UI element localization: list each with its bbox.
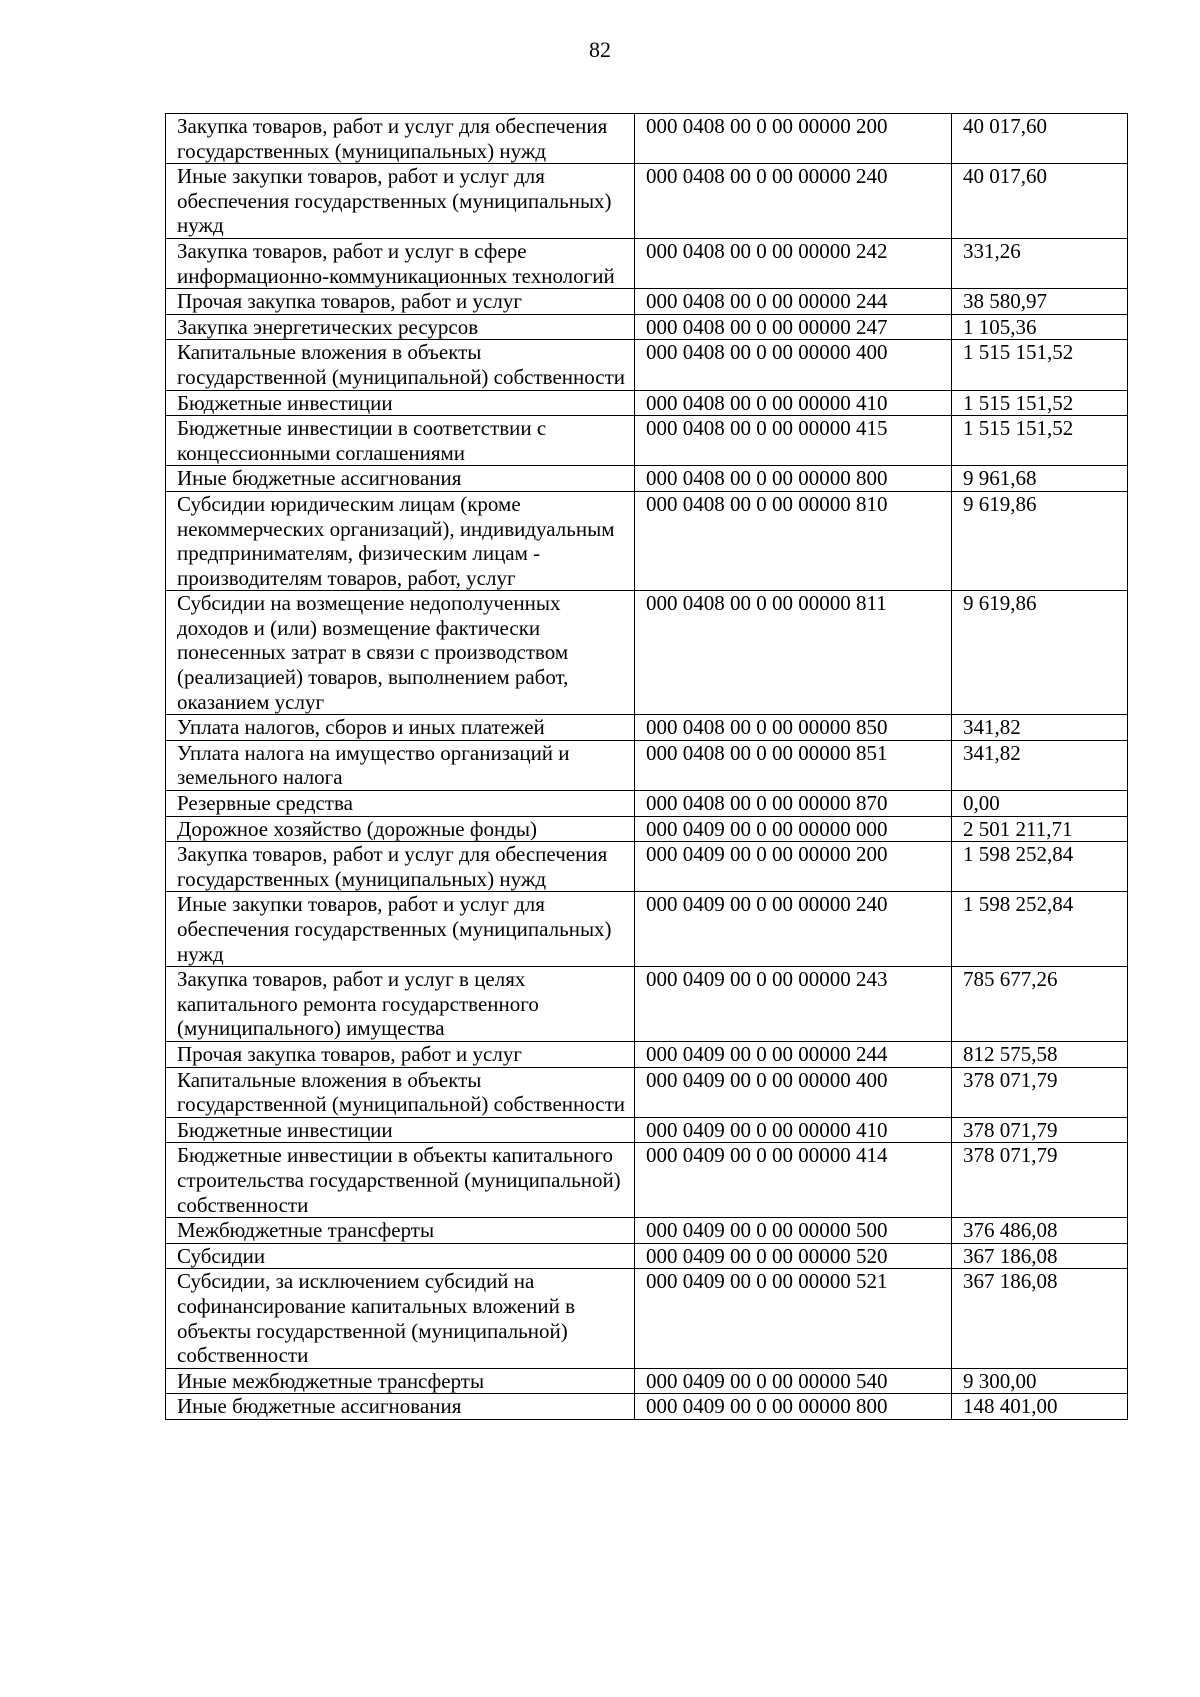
row-code-cell: 000 0408 00 0 00 00000 242 [635, 238, 952, 288]
row-name-cell: Бюджетные инвестиции [166, 1117, 635, 1143]
table-row [166, 164, 1128, 239]
table-row [166, 114, 1128, 164]
table-row [166, 340, 1128, 390]
row-amount-cell: 9 619,86 [952, 591, 1128, 715]
row-code-cell: 000 0409 00 0 00 00000 800 [635, 1394, 952, 1420]
row-name-cell: Уплата налогов, сборов и иных платежей [166, 715, 635, 741]
row-name-cell: Иные закупки товаров, работ и услуг для обеспечения государственных (муниципальных) нужд [166, 892, 635, 967]
row-code-cell: 000 0408 00 0 00 00000 870 [635, 791, 952, 817]
row-code-cell: 000 0408 00 0 00 00000 247 [635, 314, 952, 340]
row-code-cell: 000 0408 00 0 00 00000 240 [635, 164, 952, 239]
row-amount-cell: 1 598 252,84 [952, 842, 1128, 892]
page-number: 82 [589, 37, 611, 62]
table-row [166, 591, 1128, 715]
table-row [166, 1368, 1128, 1394]
table-row [166, 1117, 1128, 1143]
row-code-cell: 000 0409 00 0 00 00000 521 [635, 1269, 952, 1368]
row-amount-cell: 812 575,58 [952, 1041, 1128, 1067]
row-code-cell: 000 0408 00 0 00 00000 400 [635, 340, 952, 390]
row-amount-cell: 1 598 252,84 [952, 892, 1128, 967]
row-amount-cell: 1 105,36 [952, 314, 1128, 340]
table-row [166, 1218, 1128, 1244]
row-amount-cell: 2 501 211,71 [952, 816, 1128, 842]
row-name-cell: Капитальные вложения в объекты государственной (муниципальной) собственности [166, 1067, 635, 1117]
table-row [166, 1243, 1128, 1269]
row-name-cell: Дорожное хозяйство (дорожные фонды) [166, 816, 635, 842]
row-name-cell: Уплата налога на имущество организаций и земельного налога [166, 740, 635, 790]
row-amount-cell: 40 017,60 [952, 114, 1128, 164]
table-row [166, 1394, 1128, 1420]
row-amount-cell: 1 515 151,52 [952, 390, 1128, 416]
row-name-cell: Бюджетные инвестиции [166, 390, 635, 416]
row-amount-cell: 331,26 [952, 238, 1128, 288]
row-name-cell: Закупка товаров, работ и услуг в сфере информационно-коммуникационных технологий [166, 238, 635, 288]
row-code-cell: 000 0408 00 0 00 00000 851 [635, 740, 952, 790]
table-row [166, 491, 1128, 590]
row-code-cell: 000 0408 00 0 00 00000 810 [635, 491, 952, 590]
budget-table-body [166, 114, 1128, 1420]
row-name-cell: Иные межбюджетные трансферты [166, 1368, 635, 1394]
row-name-cell: Прочая закупка товаров, работ и услуг [166, 1041, 635, 1067]
row-amount-cell: 9 619,86 [952, 491, 1128, 590]
row-name-cell: Закупка товаров, работ и услуг в целях капитального ремонта государственного (муниципального) имущества [166, 967, 635, 1042]
table-row [166, 715, 1128, 741]
table-row [166, 314, 1128, 340]
table-row [166, 1041, 1128, 1067]
row-code-cell: 000 0409 00 0 00 00000 410 [635, 1117, 952, 1143]
row-code-cell: 000 0409 00 0 00 00000 540 [635, 1368, 952, 1394]
row-name-cell: Бюджетные инвестиции в объекты капитального строительства государственной (муниципальной) собственности [166, 1143, 635, 1218]
row-code-cell: 000 0409 00 0 00 00000 243 [635, 967, 952, 1042]
row-name-cell: Закупка товаров, работ и услуг для обеспечения государственных (муниципальных) нужд [166, 114, 635, 164]
table-row [166, 892, 1128, 967]
row-code-cell: 000 0408 00 0 00 00000 850 [635, 715, 952, 741]
row-name-cell: Субсидии юридическим лицам (кроме некоммерческих организаций), индивидуальным предпринимателям, физическим лицам - производителям товаров, работ, услуг [166, 491, 635, 590]
row-code-cell: 000 0408 00 0 00 00000 811 [635, 591, 952, 715]
row-amount-cell: 378 071,79 [952, 1067, 1128, 1117]
row-name-cell: Межбюджетные трансферты [166, 1218, 635, 1244]
table-row [166, 289, 1128, 315]
table-row [166, 740, 1128, 790]
row-name-cell: Закупка товаров, работ и услуг для обеспечения государственных (муниципальных) нужд [166, 842, 635, 892]
table-row [166, 466, 1128, 492]
row-code-cell: 000 0408 00 0 00 00000 800 [635, 466, 952, 492]
table-row [166, 390, 1128, 416]
table-row [166, 416, 1128, 466]
row-name-cell: Капитальные вложения в объекты государственной (муниципальной) собственности [166, 340, 635, 390]
row-name-cell: Закупка энергетических ресурсов [166, 314, 635, 340]
row-amount-cell: 341,82 [952, 715, 1128, 741]
row-amount-cell: 341,82 [952, 740, 1128, 790]
table-row [166, 816, 1128, 842]
row-name-cell: Иные бюджетные ассигнования [166, 466, 635, 492]
table-row [166, 791, 1128, 817]
row-amount-cell: 378 071,79 [952, 1143, 1128, 1218]
table-row [166, 1269, 1128, 1368]
row-code-cell: 000 0409 00 0 00 00000 414 [635, 1143, 952, 1218]
row-code-cell: 000 0409 00 0 00 00000 200 [635, 842, 952, 892]
row-name-cell: Резервные средства [166, 791, 635, 817]
row-name-cell: Субсидии на возмещение недополученных доходов и (или) возмещение фактически понесенных затрат в связи с производством (реализацией) товаров, выполнением работ, оказанием услуг [166, 591, 635, 715]
row-amount-cell: 785 677,26 [952, 967, 1128, 1042]
row-amount-cell: 1 515 151,52 [952, 340, 1128, 390]
row-amount-cell: 376 486,08 [952, 1218, 1128, 1244]
row-amount-cell: 148 401,00 [952, 1394, 1128, 1420]
row-name-cell: Иные закупки товаров, работ и услуг для обеспечения государственных (муниципальных) нужд [166, 164, 635, 239]
table-row [166, 238, 1128, 288]
row-code-cell: 000 0408 00 0 00 00000 415 [635, 416, 952, 466]
row-name-cell: Субсидии [166, 1243, 635, 1269]
row-amount-cell: 367 186,08 [952, 1269, 1128, 1368]
row-name-cell: Иные бюджетные ассигнования [166, 1394, 635, 1420]
row-code-cell: 000 0408 00 0 00 00000 244 [635, 289, 952, 315]
row-code-cell: 000 0409 00 0 00 00000 500 [635, 1218, 952, 1244]
row-amount-cell: 9 961,68 [952, 466, 1128, 492]
row-amount-cell: 1 515 151,52 [952, 416, 1128, 466]
row-amount-cell: 38 580,97 [952, 289, 1128, 315]
row-name-cell: Субсидии, за исключением субсидий на софинансирование капитальных вложений в объекты государственной (муниципальной) собственности [166, 1269, 635, 1368]
row-code-cell: 000 0409 00 0 00 00000 520 [635, 1243, 952, 1269]
row-code-cell: 000 0409 00 0 00 00000 240 [635, 892, 952, 967]
row-code-cell: 000 0409 00 0 00 00000 400 [635, 1067, 952, 1117]
table-row [166, 842, 1128, 892]
row-code-cell: 000 0409 00 0 00 00000 000 [635, 816, 952, 842]
row-amount-cell: 0,00 [952, 791, 1128, 817]
row-name-cell: Бюджетные инвестиции в соответствии с концессионными соглашениями [166, 416, 635, 466]
row-amount-cell: 9 300,00 [952, 1368, 1128, 1394]
table-row [166, 967, 1128, 1042]
table-row [166, 1067, 1128, 1117]
row-code-cell: 000 0408 00 0 00 00000 410 [635, 390, 952, 416]
row-amount-cell: 40 017,60 [952, 164, 1128, 239]
row-code-cell: 000 0409 00 0 00 00000 244 [635, 1041, 952, 1067]
row-amount-cell: 378 071,79 [952, 1117, 1128, 1143]
table-row [166, 1143, 1128, 1218]
budget-table [165, 113, 1128, 1420]
row-amount-cell: 367 186,08 [952, 1243, 1128, 1269]
row-name-cell: Прочая закупка товаров, работ и услуг [166, 289, 635, 315]
row-code-cell: 000 0408 00 0 00 00000 200 [635, 114, 952, 164]
